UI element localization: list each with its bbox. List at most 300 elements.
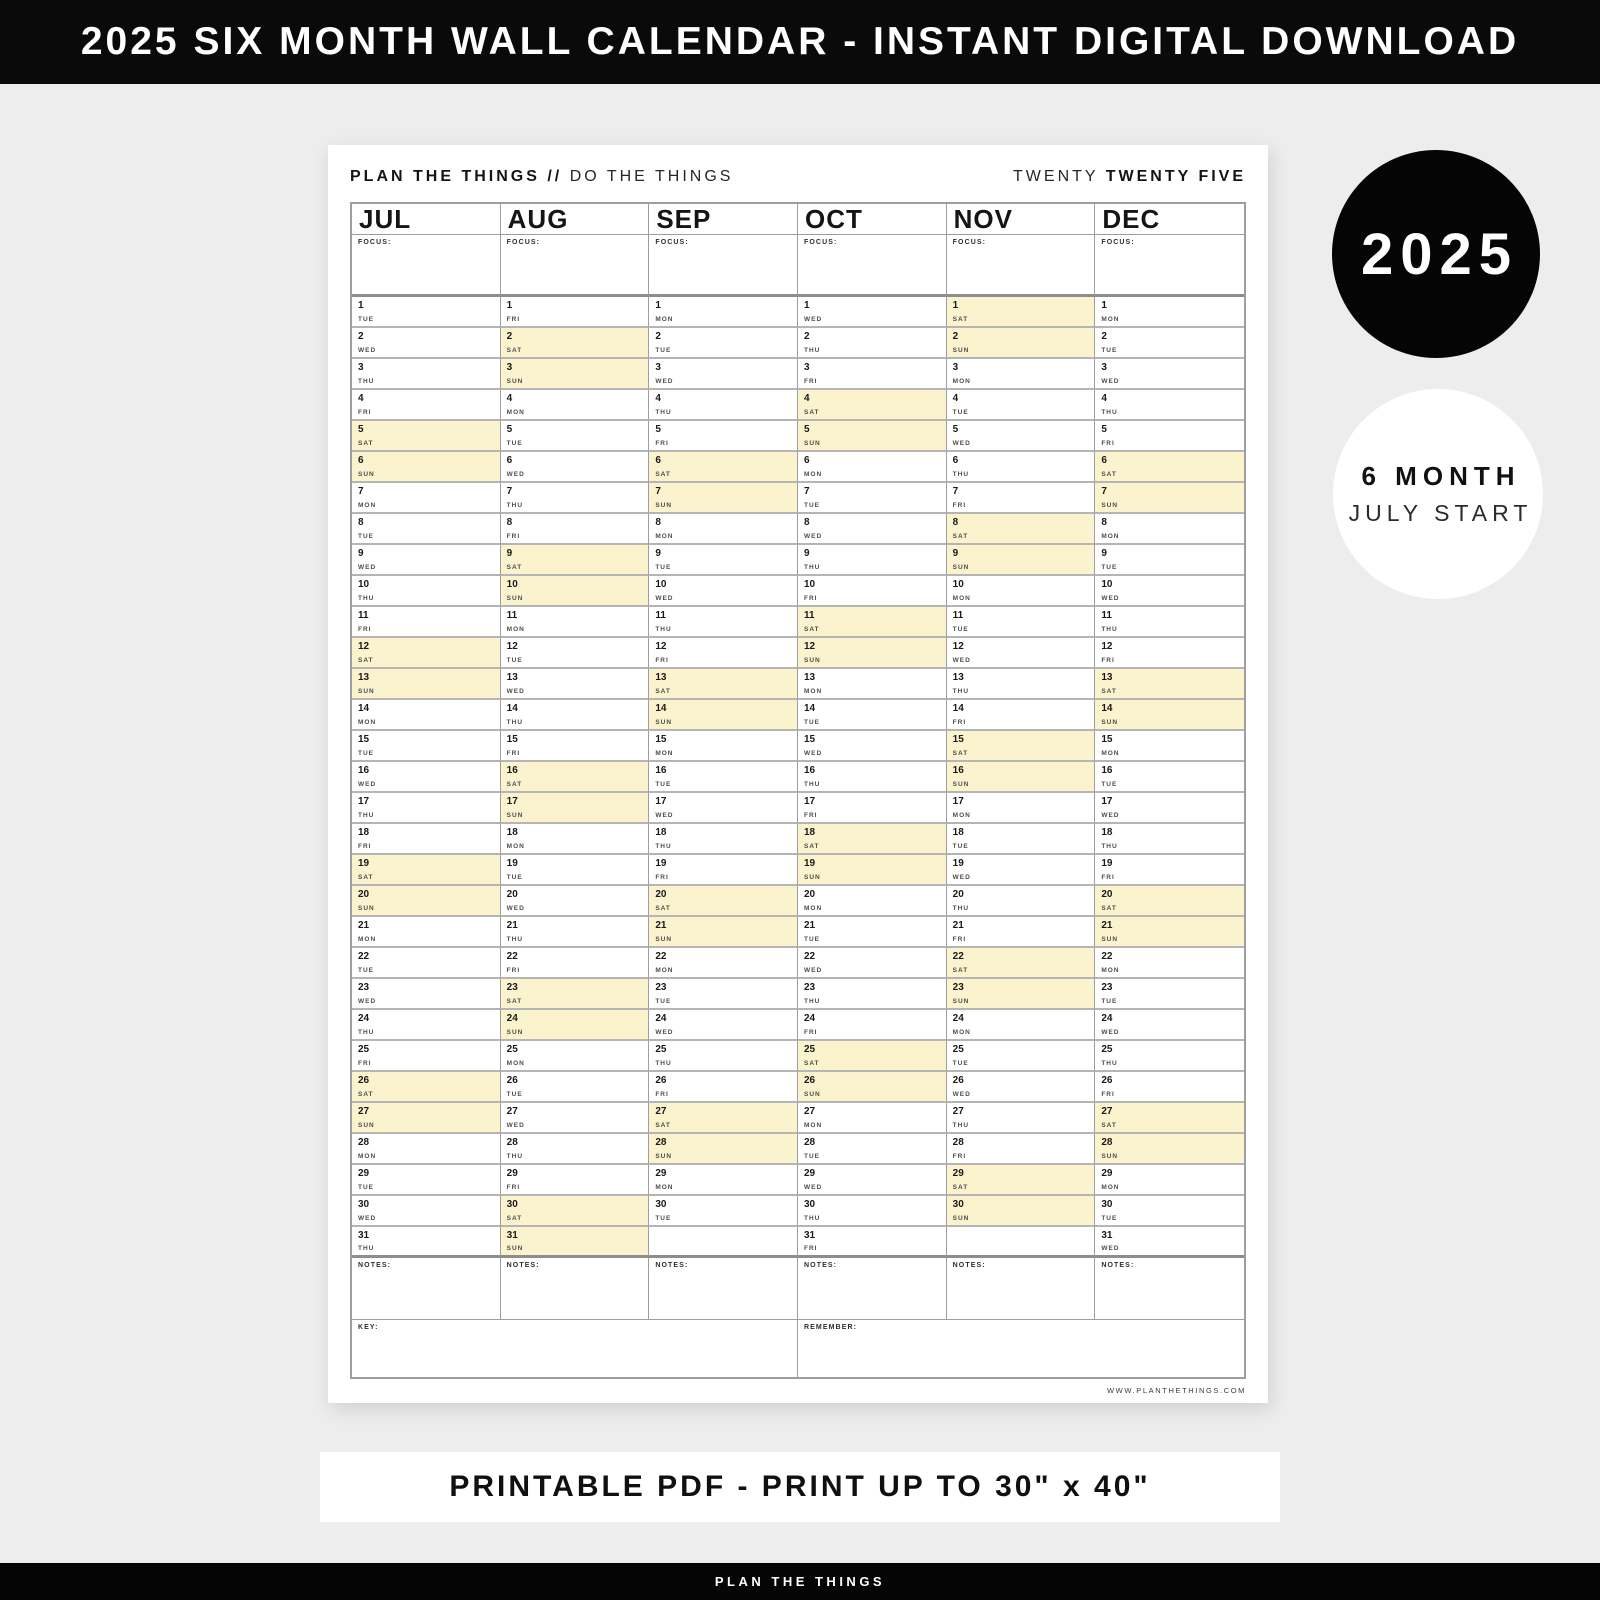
day-number: 12 — [1101, 641, 1113, 652]
day-cell-sep-22 — [649, 948, 798, 979]
year-badge-text: 2025 — [1360, 221, 1519, 287]
day-of-week: SAT — [506, 998, 523, 1005]
day-number: 28 — [506, 1137, 518, 1148]
day-number: 1 — [1101, 300, 1107, 311]
footer-text: PLAN THE THINGS — [714, 1574, 886, 1589]
day-number: 25 — [655, 1044, 667, 1055]
day-number: 15 — [804, 734, 816, 745]
day-of-week: SUN — [655, 1153, 673, 1160]
day-cell-aug-6 — [501, 452, 650, 483]
day-cell-sep-4 — [649, 390, 798, 421]
day-cell-jul-5 — [352, 421, 501, 452]
day-cell-nov-19 — [947, 855, 1096, 886]
day-of-week: THU — [804, 347, 821, 354]
day-cell-sep-24 — [649, 1010, 798, 1041]
day-number: 27 — [1101, 1106, 1113, 1117]
poster-header — [350, 145, 1246, 202]
day-of-week: THU — [506, 719, 524, 726]
day-of-week: TUE — [506, 874, 523, 881]
day-cell-jul-14 — [352, 700, 501, 731]
day-of-week: WED — [655, 1029, 674, 1036]
day-cell-jul-25 — [352, 1041, 501, 1072]
day-cell-oct-25 — [798, 1041, 947, 1072]
day-of-week: FRI — [506, 750, 521, 757]
day-cell-sep-3 — [649, 359, 798, 390]
year-badge — [1332, 150, 1540, 358]
day-number: 30 — [655, 1199, 667, 1210]
month-header-sep: SEP — [649, 204, 798, 235]
top-banner-text: 2025 SIX MONTH WALL CALENDAR - INSTANT DIGITAL DOWNLOAD — [80, 20, 1520, 63]
day-cell-sep-19 — [649, 855, 798, 886]
day-cell-sep-8 — [649, 514, 798, 545]
day-cell-nov-22 — [947, 948, 1096, 979]
day-of-week: TUE — [655, 564, 672, 571]
day-number: 26 — [804, 1075, 816, 1086]
brand-bold-text: PLAN THE THINGS // — [350, 167, 563, 185]
day-number: 10 — [952, 579, 964, 590]
day-cell-sep-23 — [649, 979, 798, 1010]
day-cell-dec-2 — [1095, 328, 1244, 359]
day-cell-oct-21 — [798, 917, 947, 948]
day-of-week: SUN — [952, 1215, 970, 1222]
day-of-week: THU — [358, 595, 375, 602]
day-number: 25 — [358, 1044, 370, 1055]
day-cell-nov-12 — [947, 638, 1096, 669]
day-number: 8 — [952, 517, 959, 528]
day-cell-oct-26 — [798, 1072, 947, 1103]
day-of-week: TUE — [952, 843, 969, 850]
day-number: 11 — [506, 610, 518, 621]
day-of-week: WED — [1101, 595, 1120, 602]
info-badge-line2: JULY START — [1348, 500, 1533, 526]
day-of-week: TUE — [655, 347, 672, 354]
day-cell-sep-18 — [649, 824, 798, 855]
remember-cell — [798, 1320, 1244, 1377]
day-cell-oct-6 — [798, 452, 947, 483]
day-number: 24 — [506, 1013, 518, 1024]
day-number: 23 — [1101, 982, 1113, 993]
day-cell-oct-14 — [798, 700, 947, 731]
day-of-week: WED — [506, 688, 525, 695]
day-cell-nov-21 — [947, 917, 1096, 948]
day-number: 8 — [1101, 517, 1107, 528]
day-number: 28 — [804, 1137, 816, 1148]
day-number: 2 — [952, 331, 959, 342]
day-cell-oct-19 — [798, 855, 947, 886]
day-cell-aug-19 — [501, 855, 650, 886]
day-of-week: FRI — [804, 378, 818, 385]
day-cell-nov-1 — [947, 297, 1096, 328]
day-of-week: TUE — [1101, 564, 1118, 571]
day-of-week: FRI — [506, 316, 521, 323]
day-of-week: THU — [952, 905, 970, 912]
day-of-week: TUE — [358, 750, 374, 757]
day-cell-sep-14 — [649, 700, 798, 731]
day-number: 10 — [506, 579, 518, 590]
day-of-week: MON — [358, 719, 377, 726]
day-cell-sep-16 — [649, 762, 798, 793]
day-of-week: MON — [952, 378, 971, 385]
day-cell-aug-4 — [501, 390, 650, 421]
day-number: 21 — [655, 920, 667, 931]
day-cell-jul-19 — [352, 855, 501, 886]
day-number: 26 — [506, 1075, 518, 1086]
day-cell-aug-16 — [501, 762, 650, 793]
day-of-week: TUE — [1101, 347, 1118, 354]
day-of-week: FRI — [358, 626, 372, 633]
day-number: 25 — [1101, 1044, 1113, 1055]
day-number: 15 — [1101, 734, 1113, 745]
day-of-week: SAT — [358, 440, 374, 447]
day-cell-dec-31 — [1095, 1227, 1244, 1258]
day-number: 17 — [358, 796, 370, 807]
day-of-week: MON — [1101, 1184, 1120, 1191]
day-cell-aug-9 — [501, 545, 650, 576]
day-cell-nov-17 — [947, 793, 1096, 824]
day-cell-jul-16 — [352, 762, 501, 793]
day-number: 3 — [506, 362, 513, 373]
focus-cell-dec — [1095, 235, 1244, 297]
day-number: 7 — [952, 486, 959, 497]
day-of-week: SAT — [952, 316, 969, 323]
day-number: 13 — [655, 672, 667, 683]
day-cell-dec-7 — [1095, 483, 1244, 514]
day-of-week: TUE — [506, 657, 523, 664]
day-number: 30 — [1101, 1199, 1113, 1210]
day-cell-aug-22 — [501, 948, 650, 979]
day-number: 13 — [358, 672, 370, 683]
day-cell-jul-3 — [352, 359, 501, 390]
day-cell-jul-18 — [352, 824, 501, 855]
day-cell-aug-20 — [501, 886, 650, 917]
day-cell-nov-26 — [947, 1072, 1096, 1103]
day-number: 22 — [804, 951, 816, 962]
day-of-week: FRI — [1101, 1091, 1115, 1098]
footer-bar — [0, 1563, 1600, 1600]
day-number: 4 — [506, 393, 513, 404]
day-number: 9 — [952, 548, 959, 559]
day-cell-dec-15 — [1095, 731, 1244, 762]
day-cell-dec-11 — [1095, 607, 1244, 638]
day-number: 29 — [655, 1168, 667, 1179]
day-cell-oct-27 — [798, 1103, 947, 1134]
day-cell-aug-27 — [501, 1103, 650, 1134]
day-number: 17 — [804, 796, 816, 807]
day-cell-jul-28 — [352, 1134, 501, 1165]
day-number: 16 — [804, 765, 816, 776]
day-of-week: WED — [506, 471, 525, 478]
day-number: 27 — [804, 1106, 816, 1117]
day-number: 8 — [506, 517, 513, 528]
day-of-week: THU — [506, 502, 524, 509]
day-cell-dec-13 — [1095, 669, 1244, 700]
day-cell-oct-17 — [798, 793, 947, 824]
day-cell-nov-9 — [947, 545, 1096, 576]
day-number: 30 — [358, 1199, 370, 1210]
day-number: 8 — [655, 517, 661, 528]
day-cell-nov-8 — [947, 514, 1096, 545]
day-of-week: TUE — [358, 533, 374, 540]
day-cell-sep-17 — [649, 793, 798, 824]
day-cell-aug-23 — [501, 979, 650, 1010]
day-of-week: SAT — [952, 533, 969, 540]
day-cell-nov-5 — [947, 421, 1096, 452]
day-of-week: SAT — [506, 781, 523, 788]
day-cell-aug-17 — [501, 793, 650, 824]
day-of-week: MON — [655, 750, 674, 757]
day-cell-nov-14 — [947, 700, 1096, 731]
day-number: 2 — [358, 331, 364, 342]
day-cell-oct-20 — [798, 886, 947, 917]
day-of-week: TUE — [655, 781, 672, 788]
day-of-week: FRI — [804, 812, 818, 819]
focus-label: FOCUS: — [655, 239, 689, 246]
day-number: 29 — [506, 1168, 518, 1179]
day-of-week: WED — [358, 347, 377, 354]
day-cell-oct-30 — [798, 1196, 947, 1227]
day-number: 19 — [1101, 858, 1113, 869]
day-number: 4 — [655, 393, 661, 404]
day-cell-sep-20 — [649, 886, 798, 917]
day-of-week: SUN — [952, 781, 970, 788]
notes-cell-dec — [1095, 1258, 1244, 1320]
day-number: 3 — [804, 362, 810, 373]
day-cell-dec-8 — [1095, 514, 1244, 545]
focus-label: FOCUS: — [506, 239, 541, 246]
day-cell-dec-4 — [1095, 390, 1244, 421]
day-cell-aug-21 — [501, 917, 650, 948]
day-of-week: TUE — [1101, 781, 1118, 788]
day-of-week: SUN — [358, 905, 375, 912]
brand-light-text: DO THE THINGS — [569, 167, 734, 185]
day-of-week: TUE — [506, 1091, 523, 1098]
day-of-week: MON — [506, 843, 525, 850]
day-of-week: THU — [952, 688, 970, 695]
day-of-week: SAT — [506, 347, 523, 354]
day-cell-sep-10 — [649, 576, 798, 607]
day-number: 21 — [1101, 920, 1113, 931]
day-number: 23 — [506, 982, 518, 993]
day-of-week: WED — [506, 1122, 525, 1129]
day-cell-jul-21 — [352, 917, 501, 948]
day-number: 29 — [358, 1168, 370, 1179]
day-of-week: FRI — [804, 1245, 818, 1252]
day-number: 1 — [952, 300, 959, 311]
notes-cell-nov — [947, 1258, 1096, 1320]
day-number: 5 — [804, 424, 810, 435]
calendar-grid — [350, 202, 1246, 1379]
day-cell-nov-4 — [947, 390, 1096, 421]
day-of-week: SUN — [1101, 936, 1119, 943]
day-of-week: FRI — [506, 533, 521, 540]
day-number: 6 — [1101, 455, 1107, 466]
day-number: 7 — [358, 486, 364, 497]
day-cell-nov-3 — [947, 359, 1096, 390]
day-cell-nov-27 — [947, 1103, 1096, 1134]
day-of-week: THU — [1101, 409, 1118, 416]
day-of-week: TUE — [358, 316, 374, 323]
day-cell-dec-23 — [1095, 979, 1244, 1010]
day-number: 24 — [655, 1013, 667, 1024]
day-cell-jul-20 — [352, 886, 501, 917]
day-cell-nov-30 — [947, 1196, 1096, 1227]
day-cell-nov-29 — [947, 1165, 1096, 1196]
day-cell-aug-25 — [501, 1041, 650, 1072]
day-number: 10 — [655, 579, 667, 590]
day-number: 5 — [952, 424, 959, 435]
day-number: 28 — [1101, 1137, 1113, 1148]
day-of-week: MON — [952, 595, 971, 602]
day-cell-dec-24 — [1095, 1010, 1244, 1041]
day-of-week: TUE — [1101, 1215, 1118, 1222]
day-of-week: SUN — [358, 471, 375, 478]
day-number: 24 — [358, 1013, 370, 1024]
day-number: 11 — [1101, 610, 1112, 621]
day-number: 25 — [506, 1044, 518, 1055]
day-cell-nov-15 — [947, 731, 1096, 762]
day-cell-jul-24 — [352, 1010, 501, 1041]
day-of-week: MON — [358, 936, 377, 943]
day-number: 14 — [655, 703, 667, 714]
day-number: 24 — [952, 1013, 964, 1024]
day-of-week: SUN — [1101, 502, 1119, 509]
day-of-week: THU — [804, 1215, 821, 1222]
notes-cell-aug — [501, 1258, 650, 1320]
day-number: 24 — [1101, 1013, 1113, 1024]
day-cell-oct-16 — [798, 762, 947, 793]
day-of-week: SAT — [804, 1060, 820, 1067]
day-number: 10 — [804, 579, 816, 590]
day-cell-dec-29 — [1095, 1165, 1244, 1196]
day-number: 25 — [952, 1044, 964, 1055]
day-of-week: THU — [1101, 626, 1118, 633]
day-of-week: MON — [1101, 316, 1120, 323]
day-cell-sep-6 — [649, 452, 798, 483]
day-number: 16 — [1101, 765, 1113, 776]
day-number: 14 — [952, 703, 964, 714]
day-cell-nov-28 — [947, 1134, 1096, 1165]
day-number: 22 — [1101, 951, 1113, 962]
day-number: 16 — [506, 765, 518, 776]
day-number: 4 — [1101, 393, 1107, 404]
day-number: 11 — [804, 610, 815, 621]
day-cell-aug-8 — [501, 514, 650, 545]
day-number: 5 — [655, 424, 661, 435]
day-of-week: MON — [804, 1122, 823, 1129]
day-cell-jul-23 — [352, 979, 501, 1010]
day-of-week: THU — [804, 564, 821, 571]
day-number: 3 — [655, 362, 661, 373]
day-of-week: SUN — [506, 812, 524, 819]
day-of-week: FRI — [358, 1060, 372, 1067]
day-number: 10 — [1101, 579, 1113, 590]
day-number: 10 — [358, 579, 370, 590]
day-of-week: MON — [952, 812, 971, 819]
day-cell-aug-10 — [501, 576, 650, 607]
day-cell-aug-2 — [501, 328, 650, 359]
day-cell-dec-26 — [1095, 1072, 1244, 1103]
day-of-week: WED — [358, 1215, 377, 1222]
day-of-week: WED — [804, 967, 823, 974]
day-number: 18 — [1101, 827, 1113, 838]
info-badge-line1: 6 MONTH — [1361, 461, 1521, 491]
remember-label: REMEMBER: — [804, 1324, 858, 1331]
day-of-week: THU — [804, 781, 821, 788]
day-number: 30 — [804, 1199, 816, 1210]
day-of-week: WED — [804, 533, 823, 540]
key-label: KEY: — [358, 1324, 379, 1331]
day-number: 13 — [506, 672, 518, 683]
calendar-poster — [328, 145, 1268, 1403]
day-cell-oct-12 — [798, 638, 947, 669]
day-cell-sep-12 — [649, 638, 798, 669]
day-of-week: FRI — [655, 440, 669, 447]
notes-cell-oct — [798, 1258, 947, 1320]
day-number: 12 — [655, 641, 667, 652]
day-number: 21 — [952, 920, 964, 931]
day-cell-aug-18 — [501, 824, 650, 855]
day-number: 27 — [952, 1106, 964, 1117]
day-number: 1 — [655, 300, 661, 311]
day-cell-dec-17 — [1095, 793, 1244, 824]
day-number: 26 — [952, 1075, 964, 1086]
day-of-week: TUE — [804, 1153, 820, 1160]
day-number: 26 — [358, 1075, 370, 1086]
day-cell-dec-25 — [1095, 1041, 1244, 1072]
day-number: 17 — [655, 796, 667, 807]
day-number: 2 — [506, 331, 513, 342]
day-number: 7 — [1101, 486, 1107, 497]
day-of-week: THU — [952, 1122, 970, 1129]
day-cell-oct-22 — [798, 948, 947, 979]
day-of-week: SAT — [655, 471, 671, 478]
day-cell-sep-28 — [649, 1134, 798, 1165]
day-of-week: WED — [804, 750, 823, 757]
year-text — [1013, 168, 1246, 186]
day-number: 13 — [952, 672, 964, 683]
focus-label: FOCUS: — [1101, 239, 1135, 246]
day-of-week: TUE — [952, 1060, 969, 1067]
day-number: 2 — [655, 331, 661, 342]
day-of-week: FRI — [952, 719, 967, 726]
day-number: 4 — [358, 393, 364, 404]
day-number: 18 — [804, 827, 816, 838]
day-number: 17 — [952, 796, 964, 807]
day-cell-sep-5 — [649, 421, 798, 452]
day-of-week: THU — [1101, 1060, 1118, 1067]
day-cell-nov-25 — [947, 1041, 1096, 1072]
day-number: 15 — [952, 734, 964, 745]
day-of-week: SUN — [952, 998, 970, 1005]
day-number: 16 — [655, 765, 667, 776]
day-cell-jul-22 — [352, 948, 501, 979]
day-cell-aug-3 — [501, 359, 650, 390]
day-of-week: MON — [1101, 967, 1120, 974]
day-of-week: TUE — [358, 1184, 374, 1191]
day-of-week: SAT — [506, 1215, 523, 1222]
day-number: 3 — [1101, 362, 1107, 373]
day-of-week: SUN — [804, 1091, 821, 1098]
day-of-week: FRI — [655, 657, 669, 664]
day-of-week: TUE — [952, 409, 969, 416]
day-cell-oct-13 — [798, 669, 947, 700]
day-number: 21 — [358, 920, 370, 931]
day-cell-dec-30 — [1095, 1196, 1244, 1227]
day-cell-aug-28 — [501, 1134, 650, 1165]
day-number: 16 — [358, 765, 370, 776]
focus-label: FOCUS: — [804, 239, 838, 246]
day-cell-dec-5 — [1095, 421, 1244, 452]
